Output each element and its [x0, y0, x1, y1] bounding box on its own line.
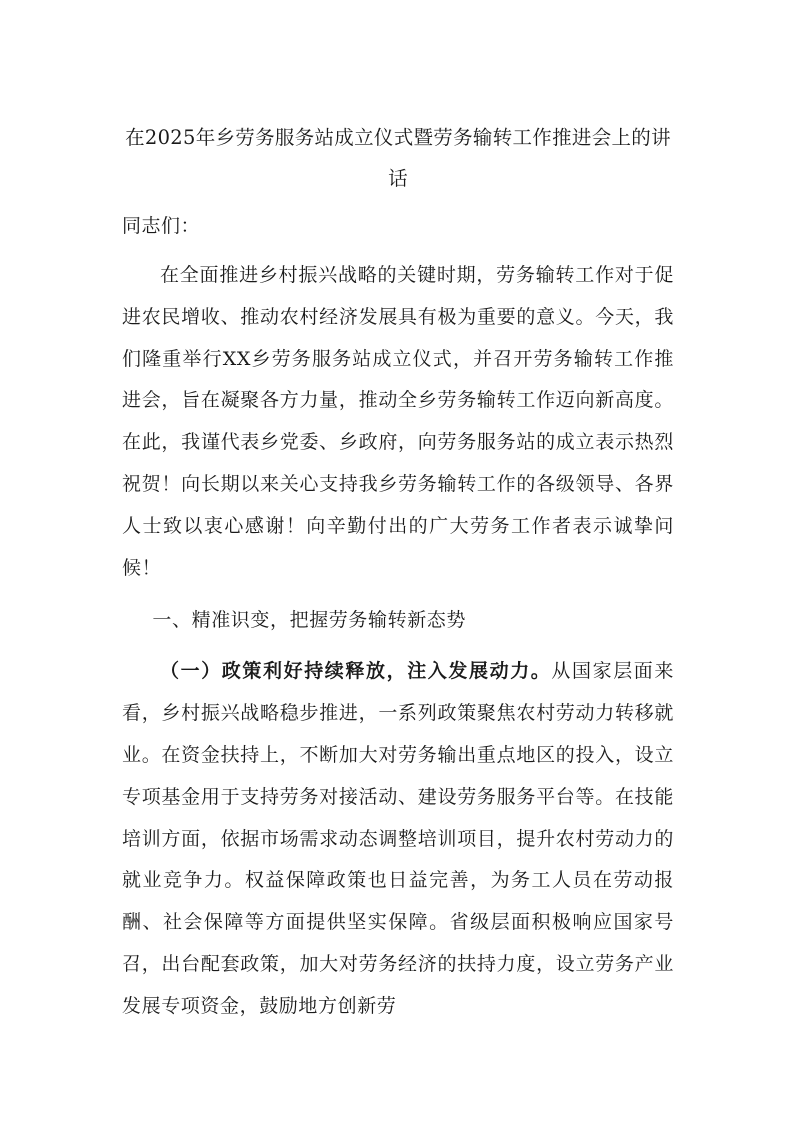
section-heading-1: 一、精准识变，把握劳务输转新态势 [152, 609, 466, 632]
document-body [122, 117, 674, 1028]
intro-paragraph: 在全面推进乡村振兴战略的关键时期，劳务输转工作对于促进农民增收、推动农村经济发展具有极为重要的意义。今天，我们隆重举行XX乡劳务服务站成立仪式，并召开劳务输转工作推进会，旨在凝聚各方力量，推动全乡劳务输转工作迈向新高度。在此，我谨代表乡党委、乡政府，向劳务服务站的成立表示热烈祝贺！向长期以来关心支持我乡劳务输转工作的各级领导、各界人士致以衷心感谢！向辛勤付出的广大劳务工作者表示诚挚问候！ [122, 264, 674, 579]
salutation: 同志们： [122, 215, 201, 237]
subsection-lead-1: （一）政策利好持续释放，注入发展动力。 [160, 660, 552, 683]
document-title: 在2025年乡劳务服务站成立仪式暨劳务输转工作推进会上的讲话 [125, 126, 671, 190]
subsection-body-1: 从国家层面来看，乡村振兴战略稳步推进，一系列政策聚焦农村劳动力转移就业。在资金扶持上，不断加大对劳务输出重点地区的投入，设立专项基金用于支持劳务对接活动、建设劳务服务平台等。在技能培训方面，依据市场需求动态调整培训项目，提升农村劳动力的就业竞争力。权益保障政策也日益完善，为务工人员在劳动报酬、社会保障等方面提供坚实保障。省级层面积极响应国家号召，出台配套政策，加大对劳务经济的扶持力度，设立劳务产业发展专项资金，鼓励地方创新劳 [122, 660, 674, 1017]
subsection-paragraph-1 [122, 651, 674, 1027]
